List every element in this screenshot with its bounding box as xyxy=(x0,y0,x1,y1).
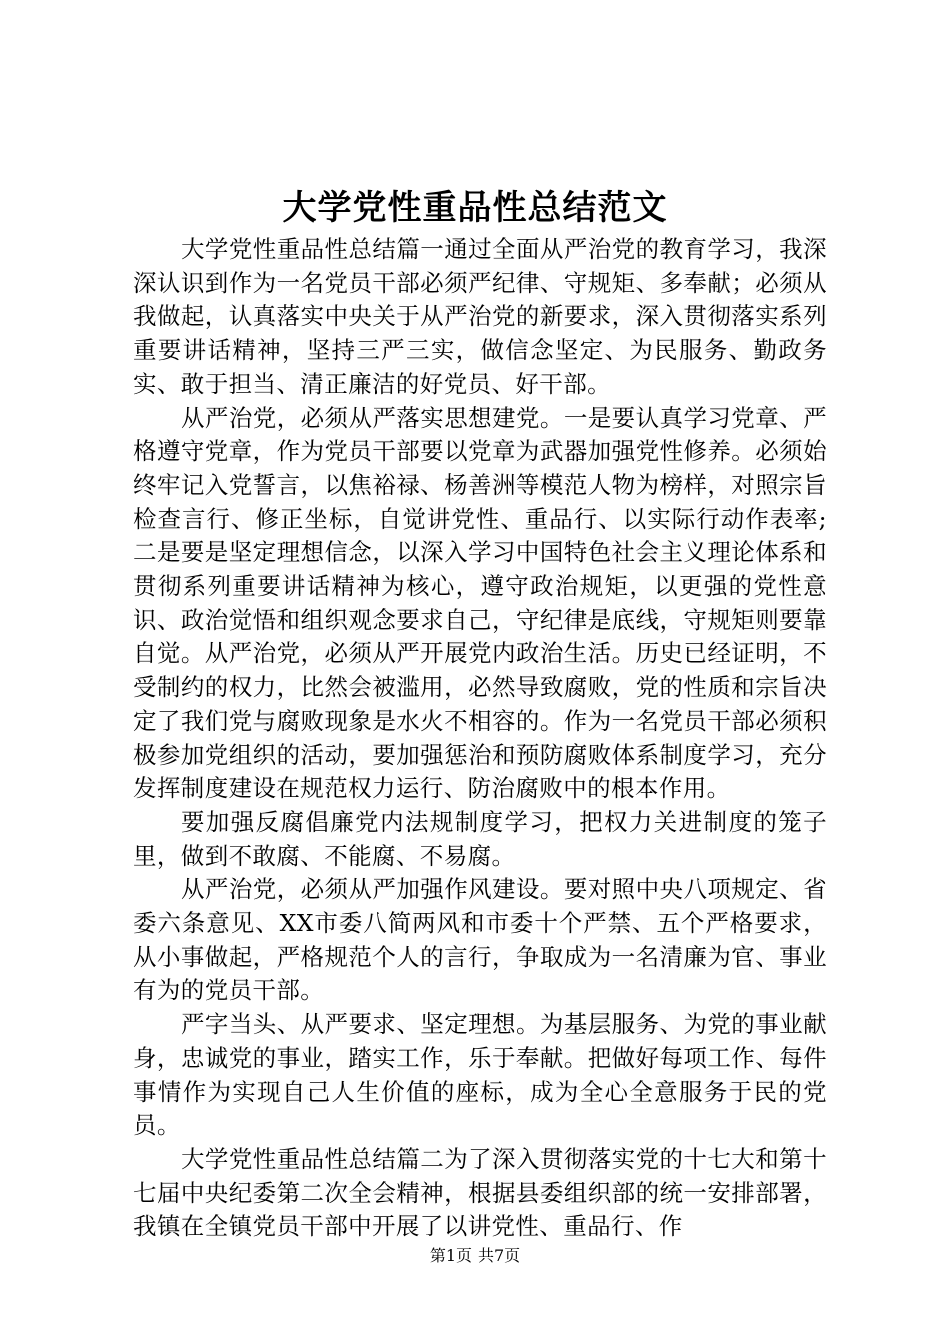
paragraph: 从严治党，必须从严落实思想建党。一是要认真学习党章、严格遵守党章，作为党员干部要以党章为武器加强党性修养。必须始终牢记入党誓言，以焦裕禄、杨善洲等模范人物为榜样，对照宗旨检查言行、修正坐标，自觉讲党性、重品行、以实际行动作表率;二是要是坚定理想信念，以深入学习中国特色社会主义理论体系和贯彻系列重要讲话精神为核心，遵守政治规矩，以更强的党性意识、政治觉悟和组织观念要求自己，守纪律是底线，守规矩则要靠自觉。从严治党，必须从严开展党内政治生活。历史已经证明，不受制约的权力，比然会被滥用，必然导致腐败，党的性质和宗旨决定了我们党与腐败现象是水火不相容的。作为一名党员干部必须积极参加党组织的活动，要加强惩治和预防腐败体系制度学习，充分发挥制度建设在规范权力运行、防治腐败中的根本作用。 xyxy=(133,403,827,803)
page-footer xyxy=(0,1245,950,1267)
paragraph: 大学党性重品性总结篇二为了深入贯彻落实党的十七大和第十七届中央纪委第二次全会精神，根据县委组织部的统一安排部署，我镇在全镇党员干部中开展了以讲党性、重品行、作 xyxy=(133,1144,827,1241)
paragraph: 从严治党，必须从严加强作风建设。要对照中央八项规定、省委六条意见、XX市委八简两风和市委十个严禁、五个严格要求，从小事做起，严格规范个人的言行，争取成为一名清廉为官、事业有为的党员干部。 xyxy=(133,875,827,1005)
document-title: 大学党性重品性总结范文 xyxy=(282,188,668,228)
paragraph: 严字当头、从严要求、坚定理想。为基层服务、为党的事业献身，忠诚党的事业，踏实工作，乐于奉献。把做好每项工作、每件事情作为实现自己人生价值的座标，成为全心全意服务于民的党员。 xyxy=(133,1010,827,1140)
page-number-current: 第1页 xyxy=(429,1246,472,1265)
paragraph: 大学党性重品性总结篇一通过全面从严治党的教育学习，我深深认识到作为一名党员干部必须严纪律、守规矩、多奉献；必须从我做起，认真落实中央关于从严治党的新要求，深入贯彻落实系列重要讲话精神，坚持三严三实，做信念坚定、为民服务、勤政务实、敢于担当、清正廉洁的好党员、好干部。 xyxy=(133,235,827,398)
document-body xyxy=(133,233,827,1244)
page-number-total: 共7页 xyxy=(478,1246,521,1265)
paragraph: 要加强反腐倡廉党内法规制度学习，把权力关进制度的笼子里，做到不敢腐、不能腐、不易腐。 xyxy=(133,807,827,870)
